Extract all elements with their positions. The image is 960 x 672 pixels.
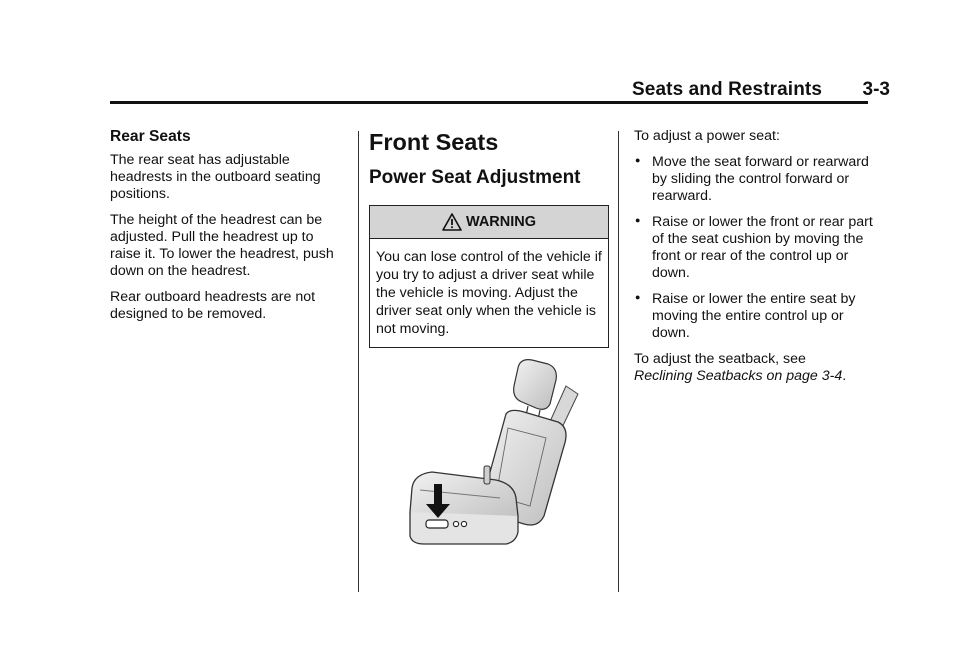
rear-seats-paragraph: The rear seat has adjustable headrests in the outboard seating positions.: [110, 152, 321, 202]
chapter-title: Seats and Restraints: [632, 79, 822, 100]
seatback-period: .: [842, 368, 847, 384]
column-divider: [618, 131, 619, 592]
reclining-seatbacks-link[interactable]: Reclining Seatbacks on page 3-4: [634, 368, 843, 384]
warning-label: WARNING: [465, 213, 537, 230]
list-item: [634, 154, 874, 205]
warning-box: [369, 205, 609, 348]
column-divider: [358, 131, 359, 592]
column-rear-seats: [110, 128, 342, 332]
list-item: [634, 214, 874, 282]
header-rule: [110, 101, 868, 104]
warning-header: [370, 206, 608, 239]
column-adjust-instructions: [634, 128, 874, 394]
rear-seats-paragraph: Rear outboard headrests are not designed to be removed.: [110, 289, 316, 322]
column-front-seats: [369, 128, 609, 348]
power-seat-heading: Power Seat Adjustment: [369, 167, 581, 188]
bullet-icon: ●: [635, 215, 641, 225]
rear-seats-heading: Rear Seats: [110, 128, 191, 145]
seatback-reference: [634, 351, 874, 385]
bullet-icon: ●: [635, 292, 641, 302]
list-item: [634, 291, 874, 342]
bullet-text: Raise or lower the front or rear part of the seat cushion by moving the front or rear of the control up or down.: [652, 214, 873, 281]
power-seat-illustration: [398, 356, 588, 548]
adjust-intro: To adjust a power seat:: [634, 128, 780, 144]
warning-triangle-icon: [442, 213, 462, 231]
rear-seats-paragraph: The height of the headrest can be adjusted. Pull the headrest up to raise it. To lower the headrest, push down on the headrest.: [110, 212, 334, 279]
bullet-text: Move the seat forward or rearward by sliding the control forward or rearward.: [652, 154, 869, 204]
front-seats-heading: Front Seats: [369, 129, 499, 155]
page-number: 3-3: [862, 79, 890, 100]
seatback-intro: To adjust the seatback, see: [634, 351, 806, 367]
bullet-icon: ●: [635, 155, 641, 165]
adjust-bullet-list: [634, 154, 874, 342]
bullet-text: Raise or lower the entire seat by moving the entire control up or down.: [652, 291, 856, 341]
warning-text: You can lose control of the vehicle if you try to adjust a driver seat while the vehicle is moving. Adjust the driver seat only when the vehicle is not moving.: [376, 249, 602, 337]
